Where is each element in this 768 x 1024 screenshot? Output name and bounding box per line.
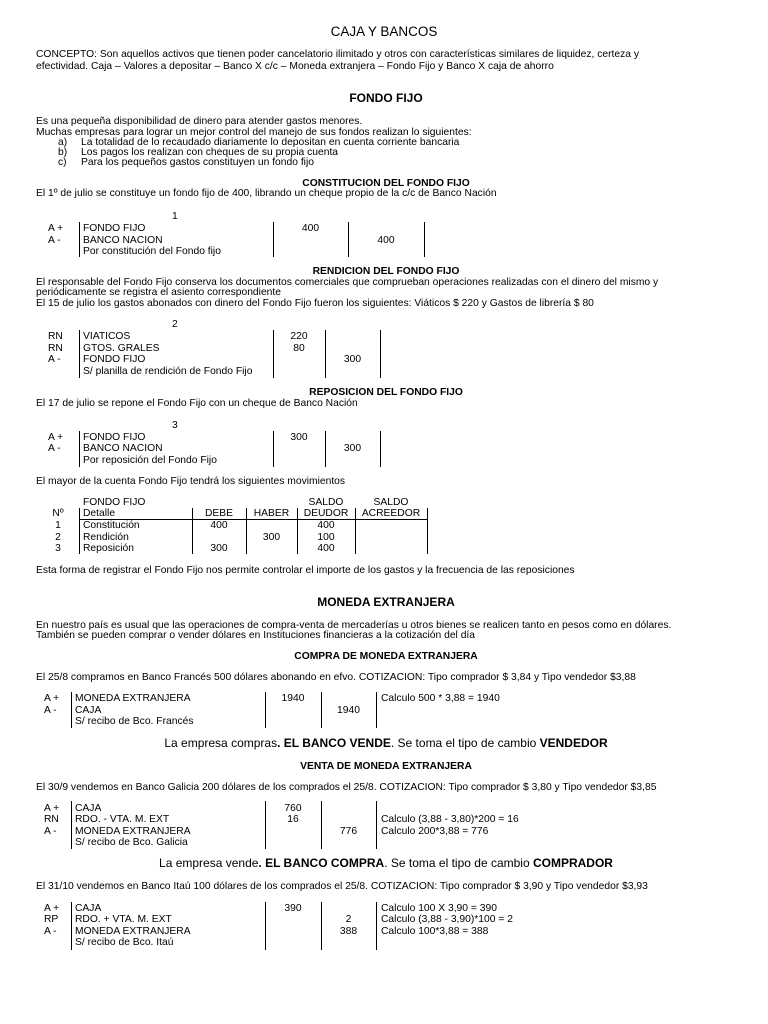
mayor-header-cell: Nº — [52, 508, 64, 519]
entry1-line-a — [79, 222, 80, 257]
venta-line — [71, 801, 72, 849]
mayor-saldo-label: SALDO — [373, 497, 409, 508]
compra-text: El 25/8 compramos en Banco Francés 500 dólares abonando en efvo. COTIZACION: Tipo comprador $ 3,84 y Tipo vendedor $3,88 — [36, 672, 636, 683]
fondo-fijo-intro-1: Es una pequeña disponibilidad de dinero para atender gastos menores. — [36, 116, 363, 127]
compra-haber: 1940 — [337, 705, 360, 716]
entry2-account: FONDO FIJO — [83, 354, 146, 365]
mayor-header-cell: HABER — [253, 508, 290, 519]
mayor-cell: Reposición — [83, 543, 134, 554]
venta2-calc: Calculo (3,88 - 3,90)*100 = 2 — [381, 914, 513, 925]
entry-number-2: 2 — [172, 319, 178, 330]
mayor-cell: 400 — [317, 520, 335, 531]
mayor-cell: 3 — [55, 543, 61, 554]
venta-calc: Calculo 200*3,88 = 776 — [381, 826, 489, 837]
compra-line — [71, 692, 72, 728]
compra-note — [0, 738, 768, 749]
entry2-code: A - — [48, 354, 61, 365]
entry-number-3: 3 — [172, 420, 178, 431]
rendicion-text-2: periódicamente se registra el asiento correspondiente — [36, 287, 281, 298]
entry2-line-a — [79, 330, 80, 378]
venta-code: RN — [44, 814, 59, 825]
entry3-description: Por reposición del Fondo Fijo — [83, 455, 217, 466]
venta-account: MONEDA EXTRANJERA — [75, 826, 191, 837]
entry1-haber: 400 — [377, 235, 395, 246]
moneda-heading: MONEDA EXTRANJERA — [317, 595, 455, 609]
rendicion-text-3: El 15 de julio los gastos abonados con dinero del Fondo Fijo fueron los siguientes: Viáticos $ 220 y Gastos de librería $ 80 — [36, 298, 594, 309]
venta2-code: A + — [44, 903, 60, 914]
concepto-line-2: efectividad. Caja – Valores a depositar – Banco X c/c – Moneda extranjera – Fondo Fijo y Banco X caja de ahorro — [36, 61, 554, 72]
entry3-account: BANCO NACION — [83, 443, 163, 454]
reposicion-heading: REPOSICION DEL FONDO FIJO — [309, 387, 463, 398]
venta2-code: RP — [44, 914, 59, 925]
entry1-debe: 400 — [301, 223, 320, 234]
entry1-code: A + — [48, 223, 64, 234]
entry2-debe: 80 — [293, 343, 305, 354]
venta-description: S/ recibo de Bco. Galicia — [75, 837, 188, 848]
mayor-cell: 300 — [262, 532, 281, 543]
page-title: CAJA Y BANCOS — [330, 24, 438, 39]
compra-calc: Calculo 500 * 3,88 = 1940 — [381, 693, 500, 704]
compra-debe: 1940 — [281, 693, 305, 704]
entry3-code: A - — [48, 443, 61, 454]
compra-code: A - — [44, 705, 57, 716]
list-mark-a: a) — [58, 137, 68, 148]
entry2-line-d — [380, 330, 381, 378]
mayor-cell: 1 — [55, 520, 61, 531]
entry1-code: A - — [48, 235, 61, 246]
venta2-text: El 31/10 vendemos en Banco Itaú 100 dólares de los comprados el 25/8. COTIZACION: Tipo comprador $ 3,90 y Tipo vendedor $3,93 — [36, 881, 648, 892]
compra-account: CAJA — [75, 705, 102, 716]
compra-note-c: . Se toma el tipo de cambio — [390, 736, 540, 750]
mayor-saldo-label: SALDO — [308, 497, 344, 508]
venta-account: CAJA — [75, 803, 102, 814]
moneda-intro-1: En nuestro país es usual que las operaciones de compra-venta de mercaderías u otros bienes se realicen tanto en pesos como en dólares. — [36, 620, 672, 631]
mayor-cell: 400 — [210, 520, 228, 531]
venta-code: A + — [44, 803, 60, 814]
venta2-debe: 390 — [284, 903, 302, 914]
mayor-intro: El mayor de la cuenta Fondo Fijo tendrá los siguientes movimientos — [36, 476, 346, 487]
venta-text: El 30/9 vendemos en Banco Galicia 200 dólares de los comprados el 25/8. COTIZACION: Tipo comprador $ 3,80 y Tipo vendedor $3,85 — [36, 782, 657, 793]
entry3-code: A + — [48, 432, 64, 443]
venta2-account: CAJA — [75, 903, 102, 914]
mayor-header-cell: ACREEDOR — [361, 508, 421, 519]
entry2-haber: 300 — [343, 354, 362, 365]
entry3-haber: 300 — [343, 443, 362, 454]
venta-debe: 16 — [287, 814, 299, 825]
venta2-haber: 388 — [339, 926, 358, 937]
list-mark-c: c) — [58, 157, 67, 168]
compra-account: MONEDA EXTRANJERA — [75, 693, 191, 704]
venta2-account: RDO. + VTA. M. EXT — [75, 914, 172, 925]
entry1-description: Por constitución del Fondo fijo — [83, 246, 221, 257]
list-item-b: Los pagos los realizan con cheques de su propia cuenta — [81, 147, 339, 158]
list-item-a: La totalidad de lo recaudado diariamente lo depositan en cuenta corriente bancaria — [81, 137, 460, 148]
venta-line — [321, 801, 322, 849]
mayor-cell: 300 — [210, 543, 228, 554]
venta-note-d: COMPRADOR — [532, 856, 613, 870]
compra-note-b: . EL BANCO VENDE — [277, 736, 391, 750]
list-item-c: Para los pequeños gastos constituyen un fondo fijo — [81, 157, 314, 168]
mayor-header-cell: DEBE — [204, 508, 234, 519]
entry3-account: FONDO FIJO — [83, 432, 146, 443]
compra-description: S/ recibo de Bco. Francés — [75, 716, 194, 727]
constitucion-heading: CONSTITUCION DEL FONDO FIJO — [302, 178, 470, 189]
mayor-header-cell: Detalle — [83, 508, 116, 519]
venta-account: RDO. - VTA. M. EXT — [75, 814, 170, 825]
venta-note — [0, 858, 768, 869]
entry1-line-d — [424, 222, 425, 257]
entry2-code: RN — [48, 343, 63, 354]
moneda-intro-2: También se pueden comprar o vender dólares en Instituciones financieras a la cotización del día — [36, 630, 476, 641]
mayor-header-cell: DEUDOR — [303, 508, 349, 519]
fondo-fijo-heading: FONDO FIJO — [349, 91, 423, 105]
mayor-cell: Rendición — [83, 532, 129, 543]
venta-code: A - — [44, 826, 57, 837]
venta-calc: Calculo (3,88 - 3,80)*200 = 16 — [381, 814, 519, 825]
venta2-calc: Calculo 100*3,88 = 388 — [381, 926, 489, 937]
venta-note-a: La empresa vende — [159, 856, 259, 870]
venta2-line — [71, 902, 72, 950]
entry2-debe: 220 — [290, 331, 308, 342]
concepto-line-1: CONCEPTO: Son aquellos activos que tienen poder cancelatorio ilimitado y otros con características similares de liquidez, certeza y — [36, 49, 640, 60]
venta2-calc: Calculo 100 X 3,90 = 390 — [381, 903, 497, 914]
entry3-line-a — [79, 431, 80, 467]
entry2-description: S/ planilla de rendición de Fondo Fijo — [83, 366, 253, 377]
venta2-code: A - — [44, 926, 57, 937]
mayor-closing: Esta forma de registrar el Fondo Fijo nos permite controlar el importe de los gastos y la frecuencia de las reposiciones — [36, 565, 575, 576]
venta2-haber: 2 — [345, 914, 352, 925]
mayor-cell: 100 — [317, 532, 335, 543]
mayor-cell: 2 — [55, 532, 61, 543]
compra-note-a: La empresa compras — [164, 736, 278, 750]
compra-code: A + — [44, 693, 60, 704]
fondo-fijo-intro-2: Muchas empresas para lograr un mejor control del manejo de sus fondos realizan lo siguientes: — [36, 127, 472, 138]
venta2-account: MONEDA EXTRANJERA — [75, 926, 191, 937]
entry1-account: BANCO NACION — [83, 235, 163, 246]
mayor-col-line — [79, 508, 80, 554]
compra-line — [376, 692, 377, 728]
entry2-account: VIATICOS — [83, 331, 131, 342]
venta-note-c: . Se toma el tipo de cambio — [384, 856, 533, 870]
entry1-account: FONDO FIJO — [83, 223, 146, 234]
venta-heading: VENTA DE MONEDA EXTRANJERA — [300, 761, 472, 772]
entry3-debe: 300 — [290, 432, 308, 443]
mayor-cell: Constitución — [83, 520, 140, 531]
entry3-line-d — [380, 431, 381, 467]
rendicion-text-1: El responsable del Fondo Fijo conserva los documentos comerciales que comprueban operaciones realizadas con el dinero del mismo y — [36, 277, 659, 288]
compra-note-d: VENDEDOR — [539, 736, 608, 750]
mayor-account: FONDO FIJO — [83, 497, 146, 508]
entry-number-1: 1 — [172, 211, 178, 222]
venta-debe: 760 — [284, 803, 302, 814]
mayor-col-line — [427, 508, 428, 554]
entry2-code: RN — [48, 331, 63, 342]
list-mark-b: b) — [58, 147, 68, 158]
venta-haber: 776 — [339, 826, 358, 837]
compra-heading: COMPRA DE MONEDA EXTRANJERA — [294, 651, 478, 662]
reposicion-text: El 17 de julio se repone el Fondo Fijo con un cheque de Banco Nación — [36, 398, 358, 409]
rendicion-heading: RENDICION DEL FONDO FIJO — [312, 266, 460, 277]
mayor-cell: 400 — [317, 543, 335, 554]
venta2-description: S/ recibo de Bco. Itaú — [75, 937, 174, 948]
entry2-account: GTOS. GRALES — [83, 343, 160, 354]
venta2-line — [376, 902, 377, 950]
venta-line — [376, 801, 377, 849]
constitucion-text: El 1º de julio se constituye un fondo fijo de 400, librando un cheque propio de la c/c de Banco Nación — [36, 188, 497, 199]
venta-note-b: . EL BANCO COMPRA — [258, 856, 385, 870]
